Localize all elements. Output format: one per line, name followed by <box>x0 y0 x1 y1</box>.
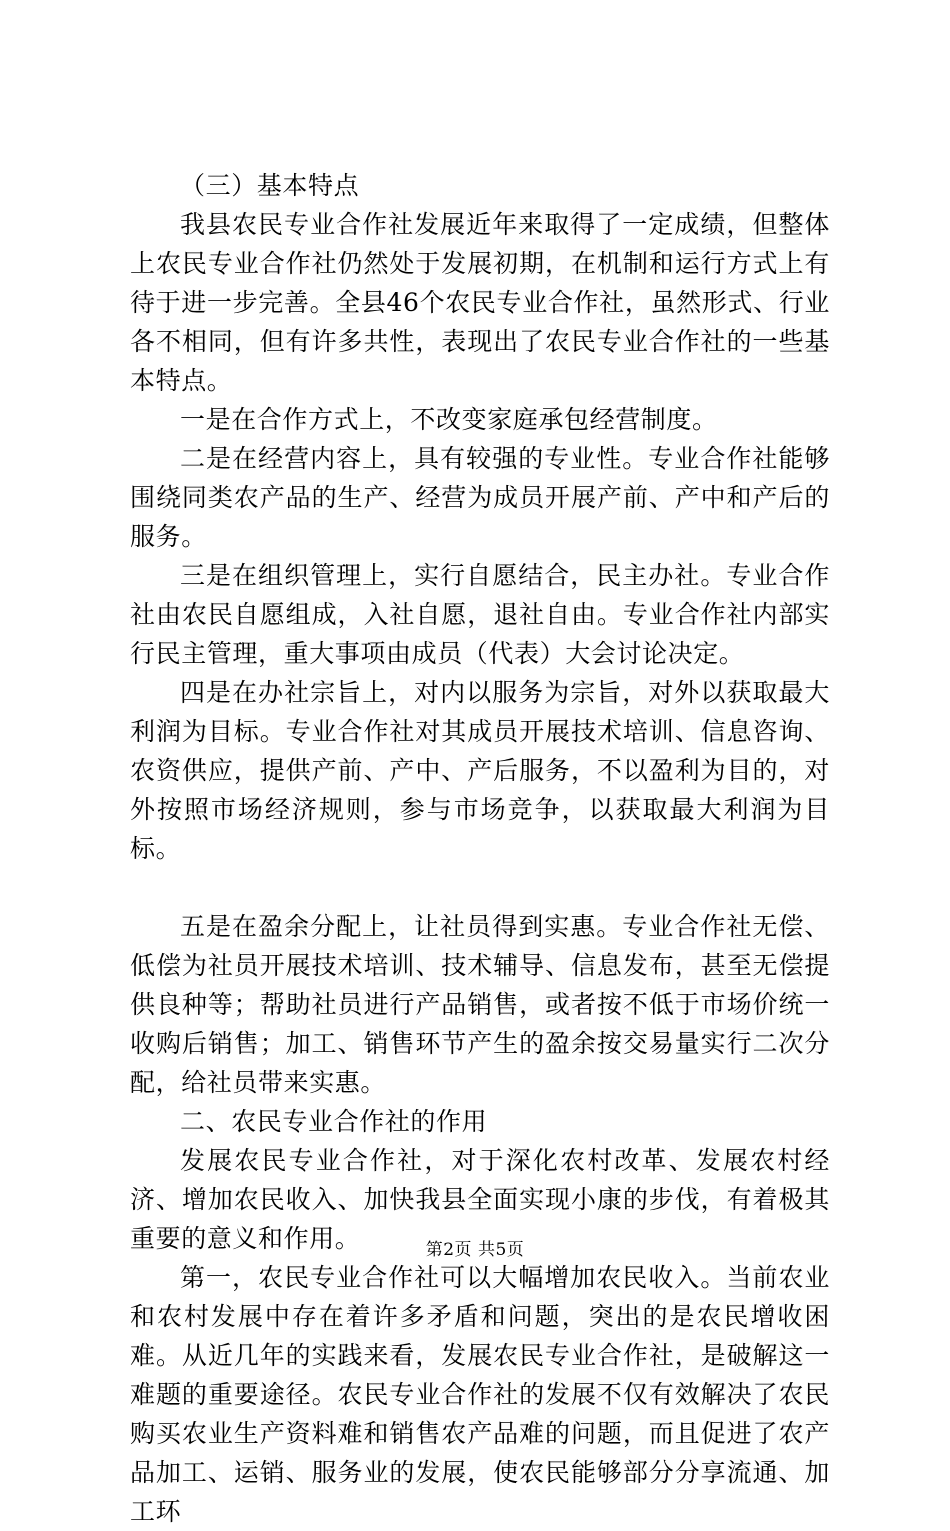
document-body <box>130 166 830 1531</box>
paragraph-feature-3: 三是在组织管理上，实行自愿结合，民主办社。专业合作社由农民自愿组成，入社自愿，退社自由。专业合作社内部实行民主管理，重大事项由成员（代表）大会讨论决定。 <box>130 561 830 668</box>
paragraph-intro: 我县农民专业合作社发展近年来取得了一定成绩，但整体上农民专业合作社仍然处于发展初期，在机制和运行方式上有待于进一步完善。全县46个农民专业合作社，虽然形式、行业各不相同，但有许多共性，表现出了农民专业合作社的一些基本特点。 <box>130 210 830 395</box>
paragraph-roles-intro: 发展农民专业合作社，对于深化农村改革、发展农村经济、增加农民收入、加快我县全面实现小康的步伐，有着极其重要的意义和作用。 <box>130 1146 830 1253</box>
section-heading-roles: 二、农民专业合作社的作用 <box>180 1107 488 1136</box>
section-heading-basic-features: （三）基本特点 <box>180 171 360 200</box>
paragraph-feature-4: 四是在办社宗旨上，对内以服务为宗旨，对外以获取最大利润为目标。专业合作社对其成员开展技术培训、信息咨询、农资供应，提供产前、产中、产后服务，不以盈利为目的，对外按照市场经济规则，参与市场竞争，以获取最大利润为目标。 <box>130 678 830 863</box>
paragraph-feature-1: 一是在合作方式上，不改变家庭承包经营制度。 <box>180 405 718 434</box>
paragraph-feature-5: 五是在盈余分配上，让社员得到实惠。专业合作社无偿、低偿为社员开展技术培训、技术辅导、信息发布，甚至无偿提供良种等；帮助社员进行产品销售，或者按不低于市场价统一收购后销售；加工、销售环节产生的盈余按交易量实行二次分配，给社员带来实惠。 <box>130 912 830 1097</box>
page-number-footer: 第2页 共5页 <box>425 1240 525 1260</box>
paragraph-feature-2: 二是在经营内容上，具有较强的专业性。专业合作社能够围绕同类农产品的生产、经营为成员开展产前、产中和产后的服务。 <box>130 444 830 551</box>
paragraph-role-1: 第一，农民专业合作社可以大幅增加农民收入。当前农业和农村发展中存在着许多矛盾和问题，突出的是农民增收困难。从近几年的实践来看，发展农民专业合作社，是破解这一难题的重要途径。农民专业合作社的发展不仅有效解决了农民购买农业生产资料难和销售农产品难的问题，而且促进了农产品加工、运销、服务业的发展，使农民能够部分分享流通、加工环 <box>130 1263 830 1526</box>
